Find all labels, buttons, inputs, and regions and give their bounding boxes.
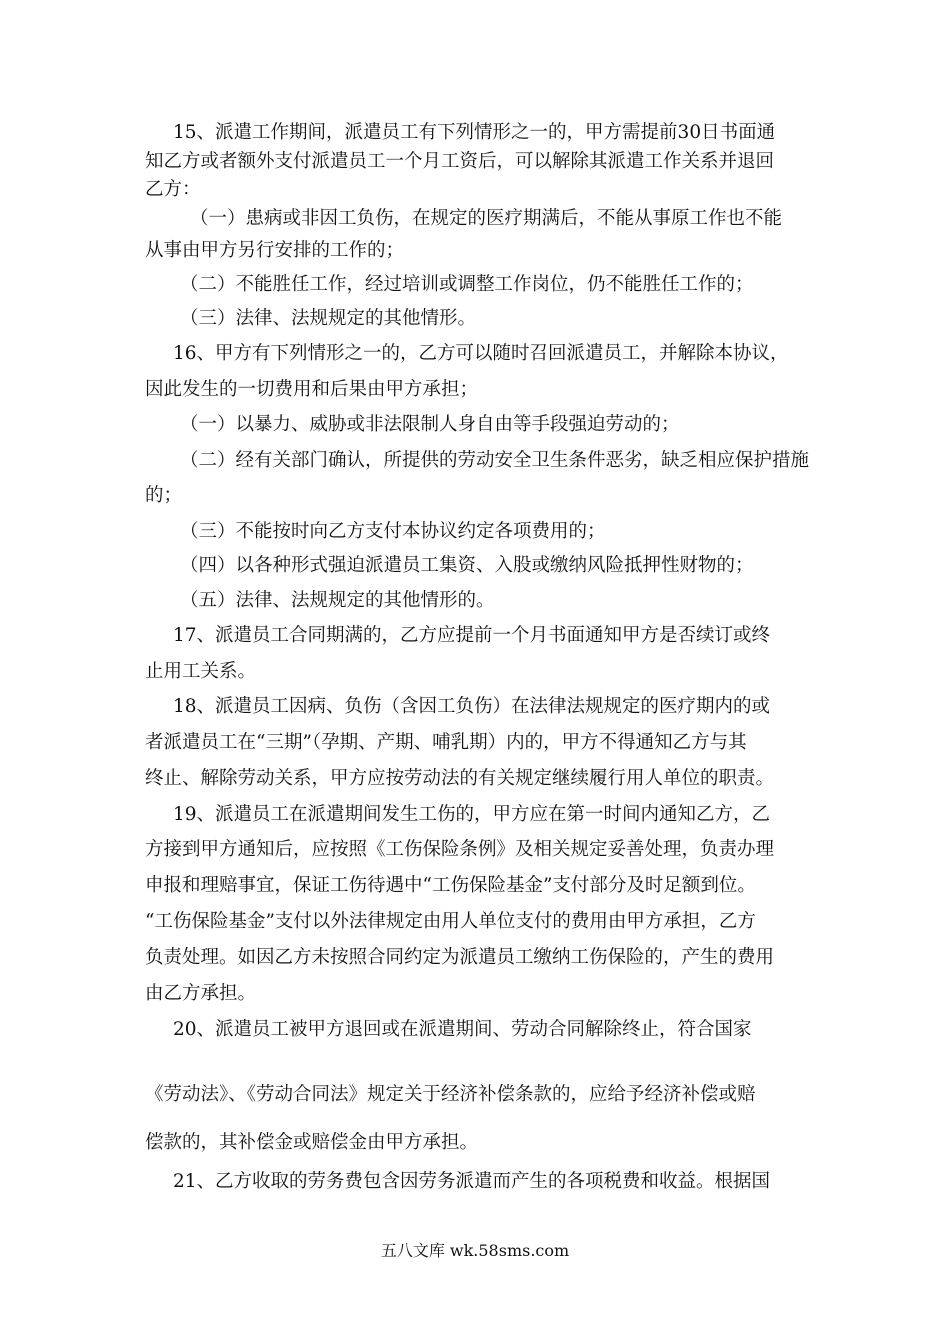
- text-line: 方接到甲方通知后，应按照《工伤保险条例》及相关规定妥善处理，负责办理: [145, 839, 775, 860]
- text-line: 18、派遣员工因病、负伤（含因工负伤）在法律法规规定的医疗期内的或: [173, 696, 771, 717]
- text-line: 由乙方承担。: [145, 983, 257, 1004]
- text-line: 《劳动法》、《劳动合同法》规定关于经济补偿条款的，应给予经济补偿或赔: [145, 1084, 756, 1105]
- text-line: （二）经有关部门确认，所提供的劳动安全卫生条件恶劣，缺乏相应保护措施: [180, 450, 810, 471]
- text-line: 知乙方或者额外支付派遣员工一个月工资后，可以解除其派遣工作关系并退回: [145, 151, 775, 172]
- text-line: 21、乙方收取的劳务费包含因劳务派遣而产生的各项税费和收益。根据国: [173, 1171, 771, 1192]
- text-line: （二）不能胜任工作，经过培训或调整工作岗位，仍不能胜任工作的；: [180, 274, 754, 295]
- text-line: （三）不能按时向乙方支付本协议约定各项费用的；: [180, 521, 606, 542]
- text-line: 15、派遣工作期间，派遣员工有下列情形之一的，甲方需提前30日书面通: [173, 122, 776, 143]
- text-line: 乙方：: [145, 179, 201, 200]
- text-line: （三）法律、法规规定的其他情形。: [180, 308, 477, 329]
- text-line: （四）以各种形式强迫派遣员工集资、入股或缴纳风险抵押性财物的；: [180, 555, 754, 576]
- text-line: 止用工关系。: [145, 661, 257, 682]
- text-line: 16、甲方有下列情形之一的，乙方可以随时召回派遣员工，并解除本协议，: [173, 343, 789, 364]
- text-line: 19、派遣员工在派遣期间发生工伤的，甲方应在第一时间内通知乙方，乙: [173, 804, 771, 825]
- text-line: （一）患病或非因工负伤，在规定的医疗期满后，不能从事原工作也不能: [190, 208, 783, 229]
- text-line: 17、派遣员工合同期满的，乙方应提前一个月书面通知甲方是否续订或终: [173, 625, 771, 646]
- text-line: （五）法律、法规规定的其他情形的。: [180, 590, 495, 611]
- footer-watermark: 五八文库 wk.58sms.com: [380, 1241, 570, 1260]
- text-line: 终止、解除劳动关系，甲方应按劳动法的有关规定继续履行用人单位的职责。: [145, 768, 775, 789]
- text-line: 因此发生的一切费用和后果由甲方承担；: [145, 379, 479, 400]
- text-line: “工伤保险基金”支付以外法律规定由用人单位支付的费用由甲方承担，乙方: [145, 911, 756, 932]
- text-line: 从事由甲方另行安排的工作的；: [145, 240, 405, 261]
- text-line: （一）以暴力、威胁或非法限制人身自由等手段强迫劳动的；: [180, 414, 680, 435]
- text-line: 者派遣员工在“三期”（孕期、产期、哺乳期）内的，甲方不得通知乙方与其: [145, 732, 747, 753]
- text-line: 20、派遣员工被甲方退回或在派遣期间、劳动合同解除终止，符合国家: [173, 1019, 752, 1040]
- text-line: 偿款的，其补偿金或赔偿金由甲方承担。: [145, 1132, 479, 1153]
- text-line: 的；: [145, 485, 183, 506]
- text-line: 申报和理赔事宜，保证工伤待遇中“工伤保险基金”支付部分及时足额到位。: [145, 875, 756, 896]
- text-line: 负责处理。如因乙方未按照合同约定为派遣员工缴纳工伤保险的，产生的费用: [145, 947, 775, 968]
